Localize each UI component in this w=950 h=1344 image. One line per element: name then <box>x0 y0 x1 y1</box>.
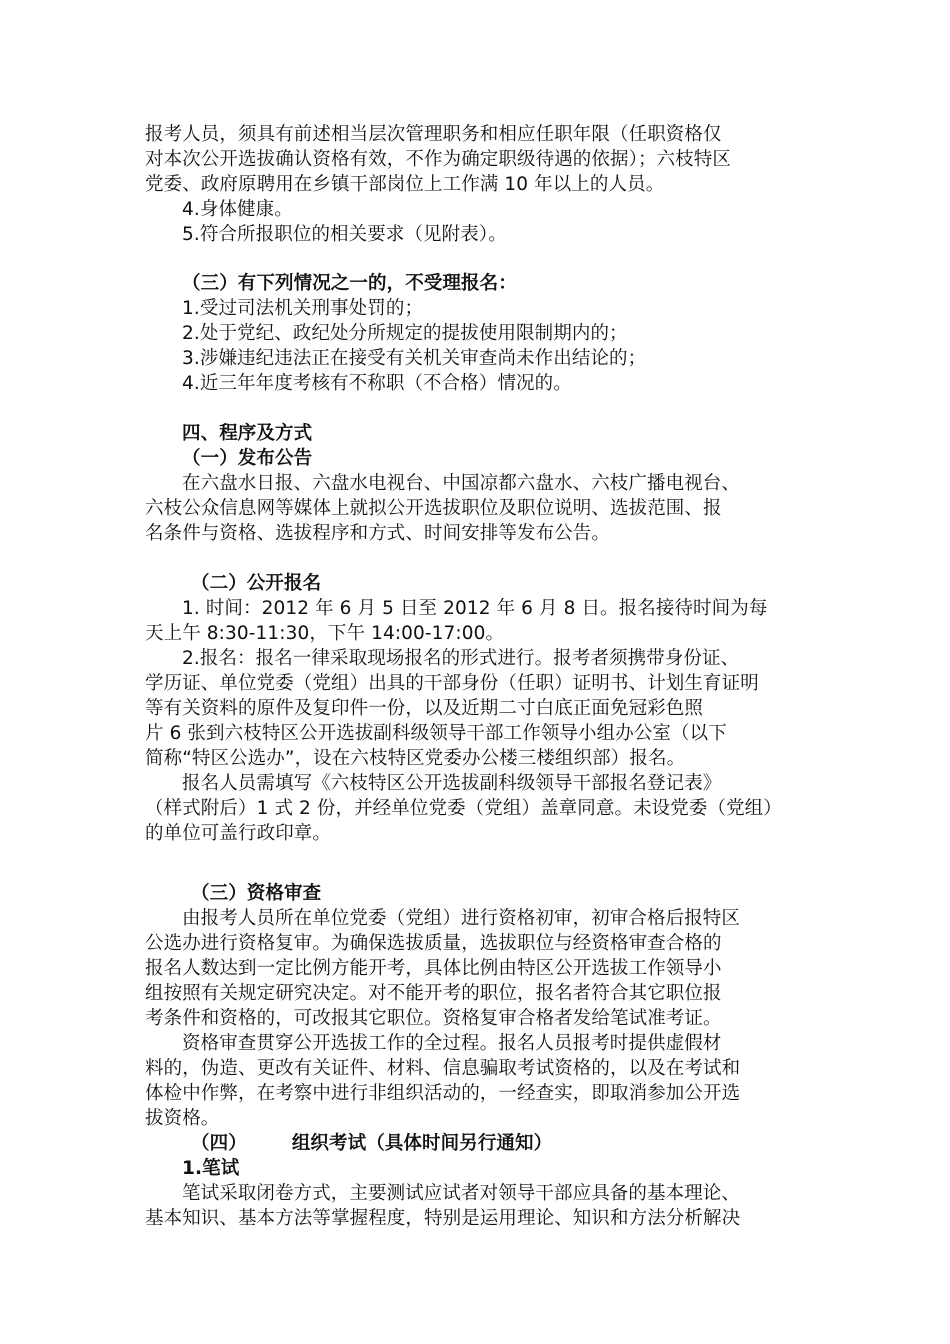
written-exam-title: 1.笔试 <box>182 1158 240 1179</box>
body-line: 由报考人员所在单位党委（党组）进行资格初审，初审合格后报特区 <box>182 908 741 929</box>
section-heading-exclusions: （三）有下列情况之一的，不受理报名： <box>182 273 517 294</box>
subsection-heading-announcement: （一）发布公告 <box>182 448 313 469</box>
spacer <box>145 871 825 881</box>
requirement-item-4: 4.身体健康。 <box>182 199 293 220</box>
body-line: 考条件和资格的，可改报其它职位。资格复审合格者发给笔试准考证。 <box>145 1008 722 1029</box>
body-line: 资格审查贯穿公开选拔工作的全过程。报名人员报考时提供虚假材 <box>182 1033 722 1054</box>
exam-heading-text: 组织考试（具体时间另行通知） <box>291 1133 553 1154</box>
spacer <box>145 247 825 271</box>
spacer <box>145 846 825 871</box>
body-line: 报考人员，须具有前述相当层次管理职务和相应任职年限（任职资格仅 <box>145 124 722 145</box>
body-line: 1. 时间：2012 年 6 月 5 日至 2012 年 6 月 8 日。报名接待时间为每 <box>182 598 768 619</box>
body-line: 基本知识、基本方法等掌握程度，特别是运用理论、知识和方法分析解决 <box>145 1208 741 1229</box>
requirement-item-5: 5.符合所报职位的相关要求（见附表）。 <box>182 224 507 245</box>
body-line: 组按照有关规定研究决定。对不能开考的职位，报名者符合其它职位报 <box>145 983 722 1004</box>
subsection-heading-qualification: （三）资格审查 <box>191 883 322 904</box>
exclusion-item: 2.处于党纪、政纪处分所规定的提拔使用限制期内的； <box>182 323 628 344</box>
body-line: 的单位可盖行政印章。 <box>145 823 332 844</box>
subsection-heading-exam <box>145 1131 825 1156</box>
body-line: 对本次公开选拔确认资格有效，不作为确定职级待遇的依据）；六枝特区 <box>145 149 731 170</box>
exam-heading-number: （四） <box>191 1133 247 1154</box>
body-line: 学历证、单位党委（党组）出具的干部身份（任职）证明书、计划生育证明 <box>145 673 759 694</box>
body-line: 简称“特区公选办”，设在六枝特区党委办公楼三楼组织部）报名。 <box>145 748 686 769</box>
body-line: 报名人员需填写《六枝特区公开选拔副科级领导干部报名登记表》 <box>182 773 722 794</box>
spacer <box>145 546 825 571</box>
body-line: 六枝公众信息网等媒体上就拟公开选拔职位及职位说明、选拔范围、报 <box>145 498 722 519</box>
body-line: 体检中作弊，在考察中进行非组织活动的，一经查实，即取消参加公开选 <box>145 1083 741 1104</box>
body-line: 名条件与资格、选拔程序和方式、时间安排等发布公告。 <box>145 523 611 544</box>
document-body <box>145 122 825 1231</box>
exclusion-item: 3.涉嫌违纪违法正在接受有关机关审查尚未作出结论的； <box>182 348 647 369</box>
body-line: 公选办进行资格复审。为确保选拔质量，选拔职位与经资格审查合格的 <box>145 933 722 954</box>
body-line: 等有关资料的原件及复印件一份，以及近期二寸白底正面免冠彩色照 <box>145 698 704 719</box>
spacer <box>145 396 825 421</box>
body-line: （样式附后）1 式 2 份，并经单位党委（党组）盖章同意。未设党委（党组） <box>145 798 782 819</box>
body-line: 党委、政府原聘用在乡镇干部岗位上工作满 10 年以上的人员。 <box>145 174 665 195</box>
body-line: 料的，伪造、更改有关证件、材料、信息骗取考试资格的，以及在考试和 <box>145 1058 741 1079</box>
exclusion-item: 1.受过司法机关刑事处罚的； <box>182 298 424 319</box>
subsection-heading-registration: （二）公开报名 <box>191 573 322 594</box>
body-line: 2.报名：报名一律采取现场报名的形式进行。报考者须携带身份证、 <box>182 648 740 669</box>
body-line: 报名人数达到一定比例方能开考，具体比例由特区公开选拔工作领导小 <box>145 958 722 979</box>
body-line: 天上午 8:30-11:30，下午 14:00-17:00。 <box>145 623 505 644</box>
body-line: 在六盘水日报、六盘水电视台、中国凉都六盘水、六枝广播电视台、 <box>182 473 741 494</box>
exclusion-item: 4.近三年年度考核有不称职（不合格）情况的。 <box>182 373 572 394</box>
part-title: 四、程序及方式 <box>182 423 313 444</box>
body-line: 拔资格。 <box>145 1108 220 1129</box>
body-line: 笔试采取闭卷方式，主要测试应试者对领导干部应具备的基本理论、 <box>182 1183 741 1204</box>
body-line: 片 6 张到六枝特区公开选拔副科级领导干部工作领导小组办公室（以下 <box>145 723 727 744</box>
